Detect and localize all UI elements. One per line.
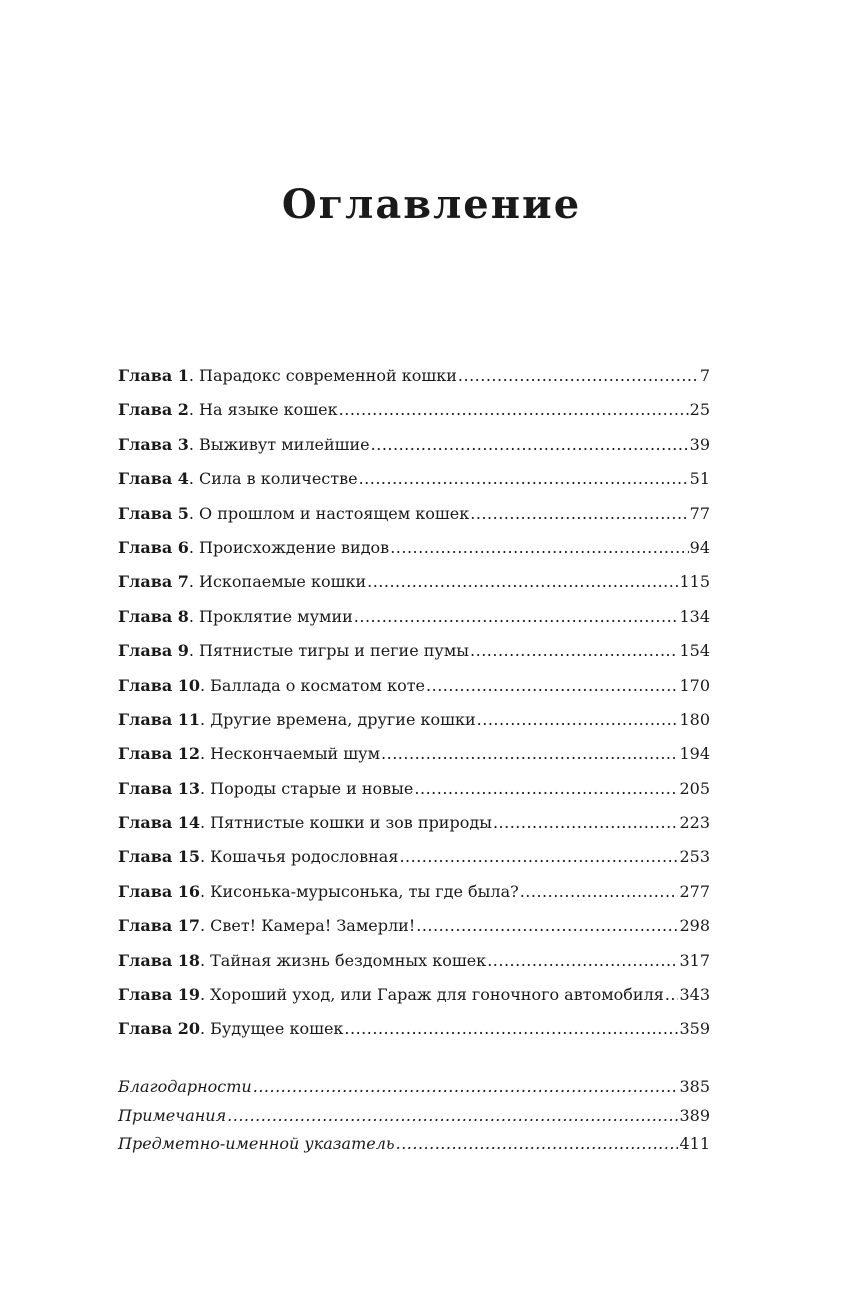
page-number: 389 (679, 1105, 710, 1125)
chapter-label: Глава 9 (118, 641, 189, 661)
chapter-label: Глава 15 (118, 847, 201, 867)
dot-leader (396, 1129, 679, 1159)
chapter-title: На языке кошек (198, 400, 338, 420)
page-number: 298 (679, 916, 710, 936)
chapter-list (118, 361, 710, 1049)
toc-entry: Глава 10 . Баллада о косматом коте ..... 170 (118, 671, 710, 705)
page-number: 253 (679, 847, 710, 867)
chapter-label: Глава 12 (118, 744, 201, 764)
chapter-title: Тайная жизнь бездомных кошек (210, 950, 487, 970)
chapter-label: Глава 19 (118, 985, 201, 1005)
dot-leader (416, 911, 678, 941)
back-matter-entry (118, 1072, 710, 1101)
toc-entry: Глава 3 . Выживут милейшие ..... 39 (118, 430, 710, 464)
dot-leader (414, 774, 678, 804)
toc-entry: Глава 17 . Свет! Камера! Замерли! ..... 298 (118, 911, 710, 945)
page-number: 134 (679, 606, 710, 626)
toc-entry: Глава 14 . Пятнистые кошки и зов природы ..... 223 (118, 808, 710, 842)
chapter-label: Глава 10 (118, 675, 201, 695)
chapter-title: Свет! Камера! Замерли! (210, 916, 416, 936)
chapter-label: Глава 20 (118, 1019, 201, 1039)
page-number: 194 (679, 744, 710, 764)
dot-leader (344, 1014, 678, 1044)
toc-entry: Глава 19 . Хороший уход, или Гараж для гоночного автомобиля ..... 343 (118, 980, 710, 1014)
page-number: 77 (689, 503, 710, 523)
back-matter-list (118, 1072, 710, 1158)
toc-entry: Глава 16 . Кисонька-мурысонька, ты где была? ..... 277 (118, 877, 710, 911)
chapter-title: Сила в количестве (198, 469, 358, 489)
toc-entry: Глава 8 . Проклятие мумии ..... 134 (118, 602, 710, 636)
dot-leader (399, 842, 678, 872)
toc-entry: Глава 7 . Ископаемые кошки ..... 115 (118, 567, 710, 601)
chapter-label: Глава 18 (118, 950, 201, 970)
toc-entry: Глава 4 . Сила в количестве ..... 51 (118, 464, 710, 498)
chapter-title: Нескончаемый шум (210, 744, 381, 764)
dot-leader (390, 533, 688, 563)
page-number: 223 (679, 813, 710, 833)
page-number: 154 (679, 641, 710, 661)
chapter-title: Пятнистые тигры и пегие пумы (198, 641, 470, 661)
dot-leader (470, 636, 678, 666)
dot-leader (359, 464, 689, 494)
page-number: 359 (679, 1019, 710, 1039)
chapter-label: Глава 7 (118, 572, 189, 592)
page-number: 94 (689, 537, 710, 557)
chapter-label: Глава 4 (118, 469, 189, 489)
chapter-title: Другие времена, другие кошки (210, 709, 476, 729)
chapter-title: Кошачья родословная (210, 847, 399, 867)
page-number: 39 (689, 434, 710, 454)
dot-leader (426, 671, 678, 701)
chapter-title: О прошлом и настоящем кошек (198, 503, 470, 523)
page-number: 51 (689, 469, 710, 489)
back-matter-entry (118, 1101, 710, 1130)
dot-leader (487, 946, 678, 976)
dot-leader (339, 395, 689, 425)
chapter-title: Будущее кошек (210, 1019, 344, 1039)
dot-leader (458, 361, 699, 391)
chapter-label: Глава 17 (118, 916, 201, 936)
dot-leader (520, 877, 679, 907)
page-number: 343 (679, 985, 710, 1005)
back-matter-title: Благодарности (118, 1077, 252, 1096)
toc-entry: Глава 11 . Другие времена, другие кошки ..... 180 (118, 705, 710, 739)
chapter-title: Пятнистые кошки и зов природы (210, 813, 492, 833)
back-matter-entry (118, 1129, 710, 1158)
toc-entry: Глава 13 . Породы старые и новые ..... 205 (118, 774, 710, 808)
chapter-label: Глава 3 (118, 434, 189, 454)
page-number: 115 (679, 572, 710, 592)
chapter-label: Глава 13 (118, 778, 201, 798)
chapter-label: Глава 11 (118, 709, 201, 729)
toc-entry: Глава 18 . Тайная жизнь бездомных кошек ..... 317 (118, 946, 710, 980)
chapter-title: Проклятие мумии (198, 606, 353, 626)
chapter-label: Глава 5 (118, 503, 189, 523)
dot-leader (381, 739, 678, 769)
page-number: 277 (679, 881, 710, 901)
chapter-label: Глава 1 (118, 366, 189, 385)
chapter-title: Баллада о косматом коте (210, 675, 426, 695)
toc-entry: Глава 5 . О прошлом и настоящем кошек ..... 77 (118, 499, 710, 533)
page-number: 170 (679, 675, 710, 695)
dot-leader (371, 430, 689, 460)
chapter-label: Глава 2 (118, 400, 189, 420)
chapter-label: Глава 6 (118, 537, 189, 557)
page-number: 385 (679, 1077, 710, 1096)
page-number: 317 (679, 950, 710, 970)
toc-entry: Глава 6 . Происхождение видов ..... 94 (118, 533, 710, 567)
chapter-title: Хороший уход, или Гараж для гоночного автомобиля (210, 985, 664, 1005)
dot-leader (367, 567, 678, 597)
chapter-label: Глава 14 (118, 813, 201, 833)
page-number: 180 (679, 709, 710, 729)
page-number: 205 (679, 778, 710, 798)
page-number: 411 (679, 1134, 710, 1153)
back-matter-title: Предметно-именной указатель (118, 1134, 395, 1153)
chapter-label: Глава 8 (118, 606, 189, 626)
chapter-title: Выживут милейшие (198, 434, 370, 454)
dot-leader (227, 1101, 678, 1131)
back-matter-title: Примечания (118, 1105, 227, 1125)
chapter-label: Глава 16 (118, 881, 201, 901)
toc-entry: Глава 20 . Будущее кошек ..... 359 (118, 1014, 710, 1048)
chapter-title: Происхождение видов (198, 537, 390, 557)
dot-leader (665, 980, 679, 1010)
toc-entry: Глава 9 . Пятнистые тигры и пегие пумы ..... 154 (118, 636, 710, 670)
dot-leader (354, 602, 679, 632)
page-number: 25 (689, 400, 710, 420)
toc-entry: Глава 1 . Парадокс современной кошки ..... 7 (118, 361, 710, 395)
chapter-title: Кисонька-мурысонька, ты где была? (210, 881, 519, 901)
dot-leader (253, 1072, 679, 1102)
dot-leader (470, 499, 688, 529)
page-number: 7 (699, 366, 710, 385)
chapter-title: Породы старые и новые (210, 778, 414, 798)
dot-leader (477, 705, 679, 735)
toc-entry: Глава 12 . Нескончаемый шум ..... 194 (118, 739, 710, 773)
chapter-title: Парадокс современной кошки (198, 366, 457, 385)
dot-leader (493, 808, 679, 838)
toc-entry: Глава 2 . На языке кошек ..... 25 (118, 395, 710, 429)
page-title: Оглавление (281, 180, 582, 228)
chapter-title: Ископаемые кошки (198, 572, 367, 592)
toc-entry: Глава 15 . Кошачья родословная ..... 253 (118, 842, 710, 876)
